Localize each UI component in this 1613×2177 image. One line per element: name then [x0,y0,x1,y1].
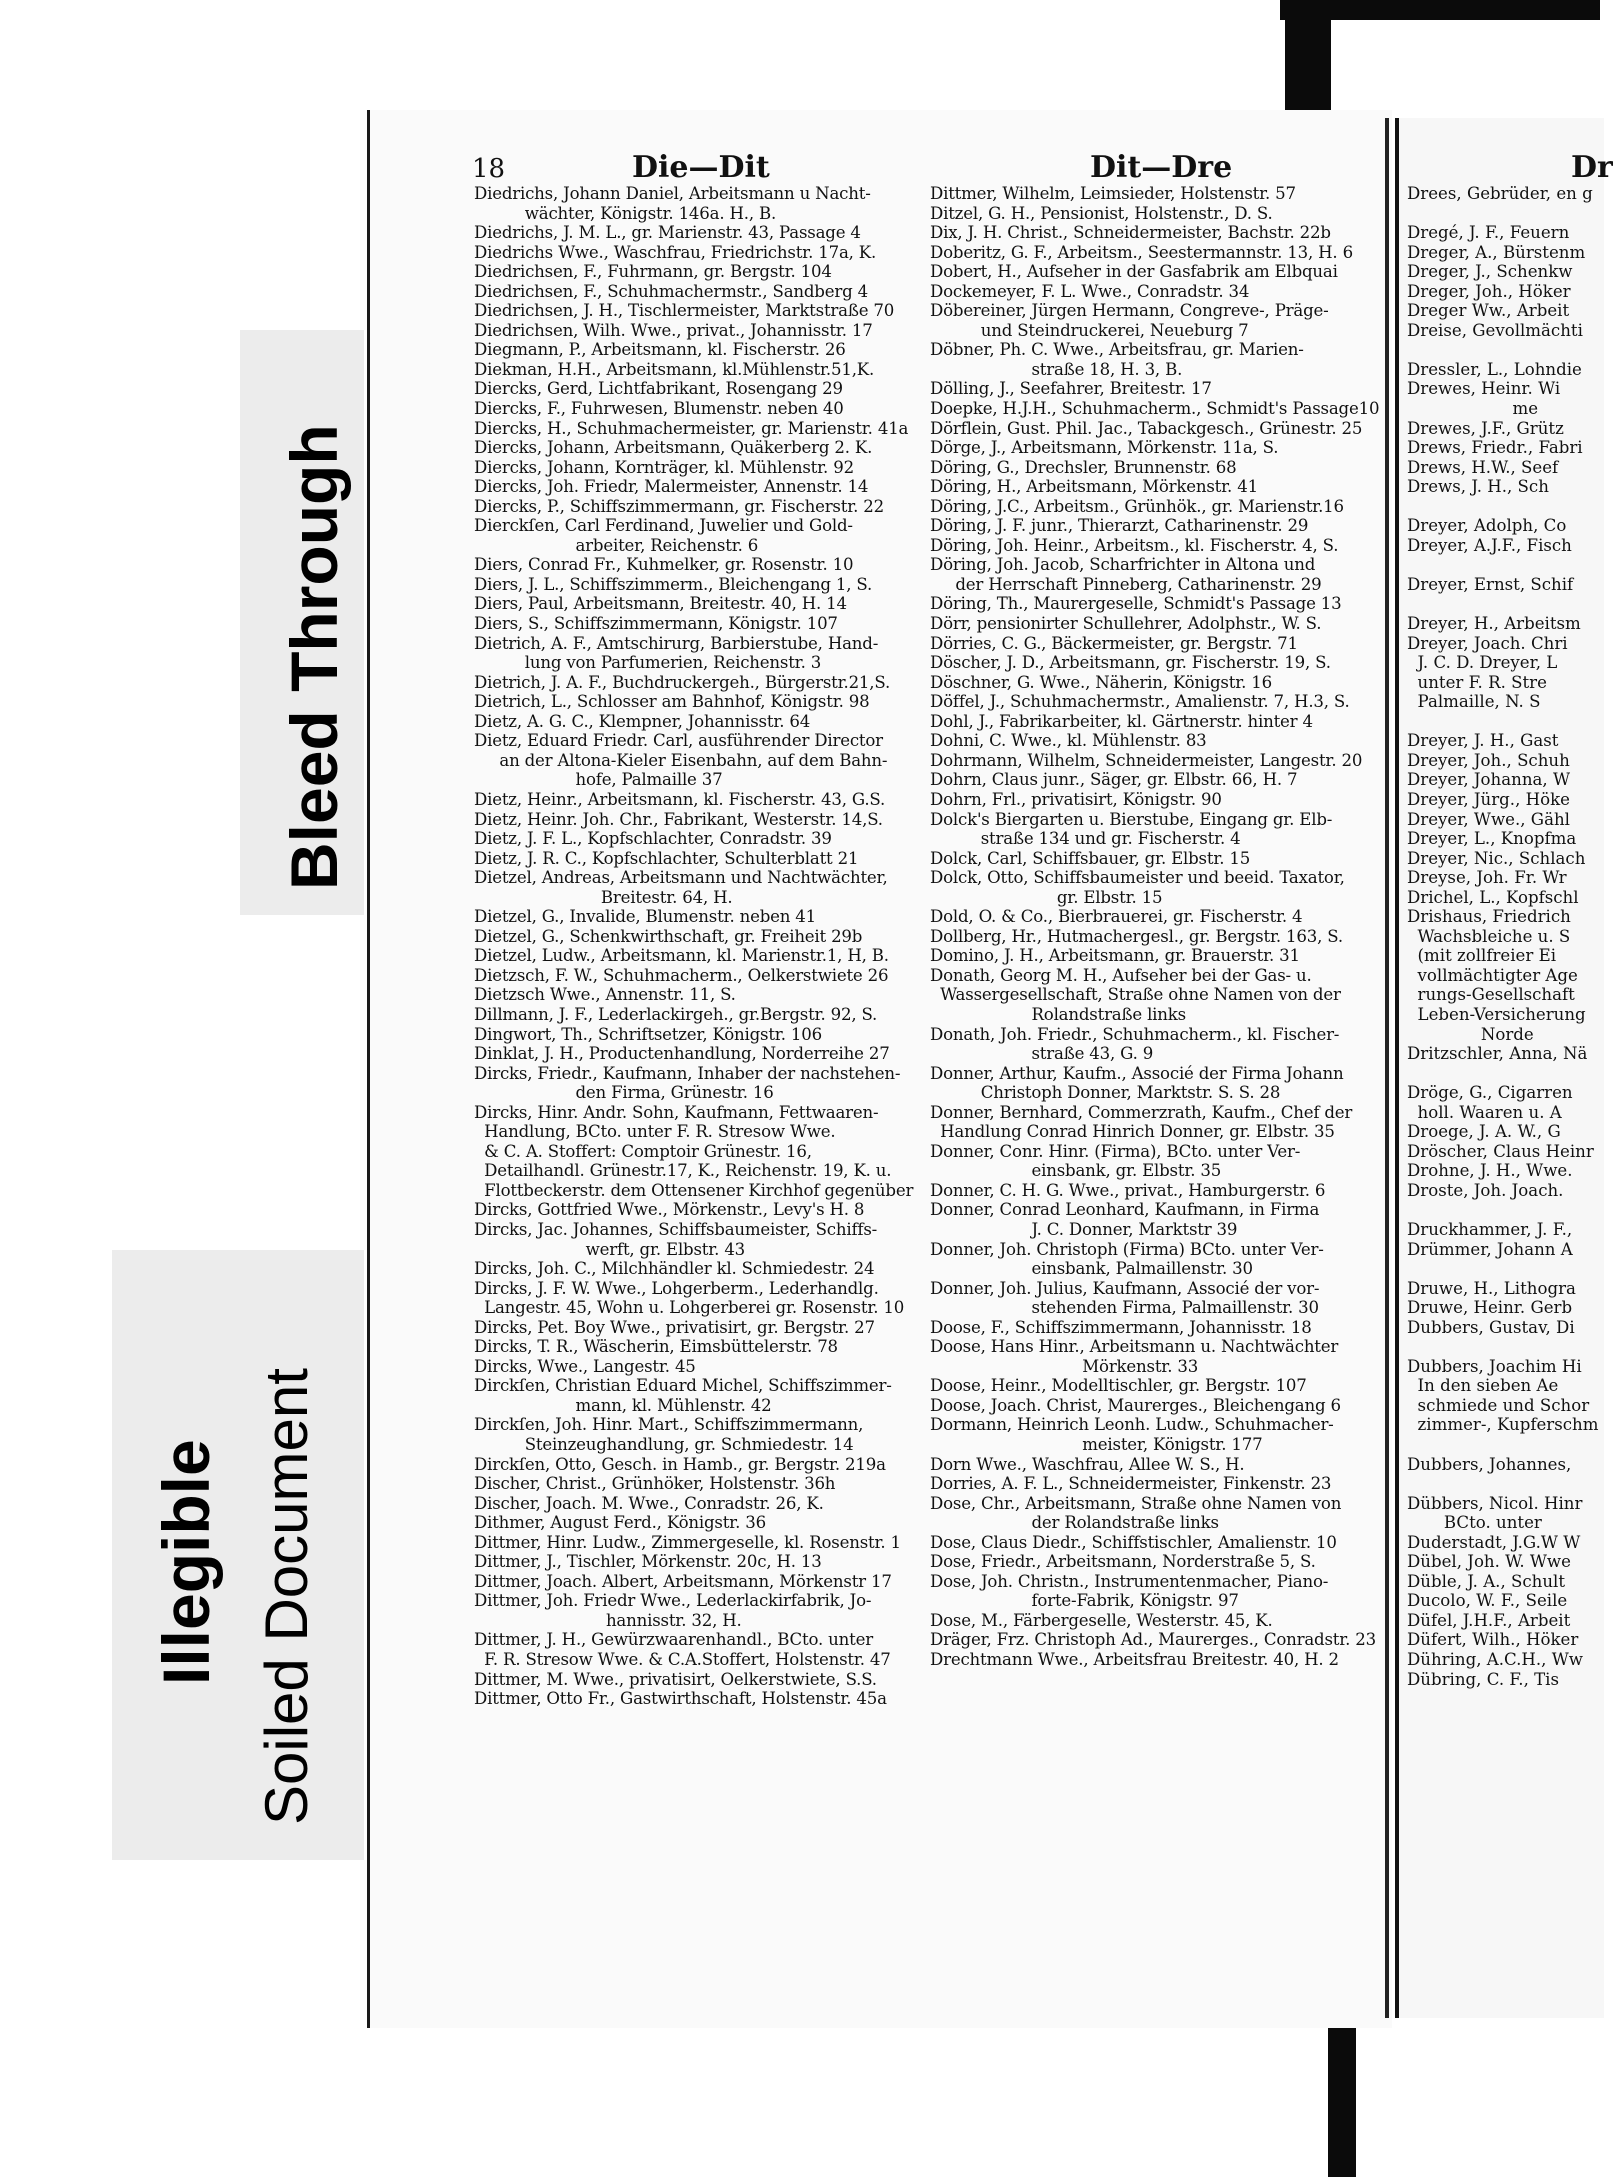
directory-entry-line: arbeiter, Reichenstr. 6 [474,535,759,555]
directory-entry-line: Dirckſen, Otto, Gesch. in Hamb., gr. Bergstr. 219a [474,1454,886,1474]
directory-entry-line: Flottbeckerstr. dem Ottensener Kirchhof gegenüber [474,1180,914,1200]
next-page-entry-line: Droste, Joh. Joach. [1407,1180,1564,1200]
directory-entry-line: Dierckſen, Carl Ferdinand, Juwelier und Gold- [474,516,853,536]
directory-entry-line: Dietzsch, F. W., Schuhmacherm., Oelkerstwiete 26 [474,965,889,985]
directory-entry-line: Dose, Friedr., Arbeitsmann, Norderstraße 5, S. [930,1552,1316,1572]
directory-entry-line: Dietrich, J. A. F., Buchdruckergeh., Bürgerstr.21,S. [474,672,891,692]
next-page-entry-line [1407,555,1598,575]
directory-entry-line: & C. A. Stoffert: Comptoir Grünestr. 16, [474,1141,812,1161]
directory-entry-line: Dobert, H., Aufseher in der Gasfabrik am Elbquai [930,262,1338,282]
right-directory-column [930,184,1380,1670]
next-page-entry-line: Drichel, L., Kopfschl [1407,887,1579,907]
next-page-entry-line: Wachsbleiche u. S [1407,926,1571,946]
directory-entry-line: meister, Königstr. 177 [930,1435,1263,1454]
next-page-entry-line: Dröscher, Claus Heinr [1407,1141,1594,1161]
next-page-entry-line: Drews, H.W., Seef [1407,457,1559,477]
directory-entry-line: Dietzel, Ludw., Arbeitsmann, kl. Marienstr.1, H, B. [474,946,889,966]
next-page-entry-line: Dreger, A., Bürstenm [1407,242,1586,262]
directory-entry-line: Dix, J. H. Christ., Schneidermeister, Bachstr. 22b [930,223,1331,243]
directory-entry-line: hofe, Palmaille 37 [474,770,723,790]
directory-entry-line: Donner, C. H. G. Wwe., privat., Hamburgerstr. 6 [930,1180,1326,1200]
directory-entry-line: J. C. Donner, Marktstr 39 [930,1219,1238,1239]
directory-entry-line: Dietrich, L., Schlosser am Bahnhof, Königstr. 98 [474,692,870,712]
directory-entry-line: Langestr. 45, Wohn u. Lohgerberei gr. Rosenstr. 10 [474,1298,905,1318]
directory-entry-line: Mörkenstr. 33 [930,1356,1199,1376]
next-page-entry-line: Dreger, Joh., Höker [1407,281,1571,301]
directory-entry-line: straße 134 und gr. Fischerstr. 4 [930,829,1241,849]
directory-entry-line: Dittmer, Joach. Albert, Arbeitsmann, Mörkenstr 17 [474,1571,892,1591]
next-page-entry-line: (mit zollfreier Ei [1407,946,1557,966]
directory-entry-line: F. R. Stresow Wwe. & C.A.Stoffert, Holstenstr. 47 [474,1650,891,1670]
next-page-entry-line: Duderstadt, J.G.W W [1407,1532,1581,1552]
next-page-entry-line: Drewes, Heinr. Wi [1407,379,1561,399]
next-page-entry-line: unter F. R. Stre [1407,672,1547,692]
directory-entry-line: Doose, Joach. Christ, Maurerges., Bleichengang 6 [930,1395,1341,1415]
directory-entry-line: Diers, J. L., Schiffszimmerm., Bleichengang 1, S. [474,574,873,594]
directory-entry-line: Donner, Bernhard, Commerzrath, Kaufm., Chef der [930,1102,1353,1122]
directory-entry-line: Dillmann, J. F., Lederlackirgeh., gr.Bergstr. 92, S. [474,1004,878,1024]
next-page-entry-line: Dübring, C. F., Tis [1407,1669,1560,1689]
directory-entry-line: Diercks, Johann, Kornträger, kl. Mühlenstr. 92 [474,457,854,477]
right-black-bar-bottom [1328,2025,1356,2177]
next-page-entry-line: Drewes, J.F., Grütz [1407,418,1564,438]
directory-entry-line: Dockemeyer, F. L. Wwe., Conradstr. 34 [930,281,1250,301]
directory-entry-line: einsbank, gr. Elbstr. 35 [930,1161,1222,1181]
next-page-entry-line: Düble, J. A., Schult [1407,1571,1566,1591]
directory-entry-line: Dolck, Otto, Schiffsbaumeister und beeid. Taxator, [930,868,1345,888]
next-page-entry-line [1407,1337,1598,1357]
directory-entry-line: Drechtmann Wwe., Arbeitsfrau Breitestr. 40, H. 2 [930,1650,1339,1670]
next-page-entry-line: me [1407,399,1539,419]
directory-entry-line: Dold, O. & Co., Bierbrauerei, gr. Fischerstr. 4 [930,907,1303,927]
directory-entry-line: Dircks, Hinr. Andr. Sohn, Kaufmann, Fettwaaren- [474,1102,879,1122]
next-page-entry-line: holl. Waaren u. A [1407,1102,1562,1122]
next-page-entry-line: Dreger Ww., Arbeit [1407,301,1570,321]
directory-entry-line: Dietzel, Andreas, Arbeitsmann und Nachtwächter, [474,868,888,888]
next-page-entry-line: Dritzschler, Anna, Nä [1407,1044,1588,1064]
next-page-entry-line: Dreyer, Ernst, Schif [1407,574,1574,594]
directory-entry-line: der Herrschaft Pinneberg, Catharinenstr. 29 [930,574,1322,594]
directory-entry-line: Döring, G., Drechsler, Brunnenstr. 68 [930,457,1237,477]
directory-entry-line: stehenden Firma, Palmaillenstr. 30 [930,1298,1319,1318]
directory-entry-line: Dose, Chr., Arbeitsmann, Straße ohne Namen von [930,1493,1342,1513]
directory-entry-line: Dittmer, M. Wwe., privatisirt, Oelkerstwiete, S.S. [474,1669,877,1689]
directory-entry-line: Dietz, J. R. C., Kopfschlachter, Schulterblatt 21 [474,848,859,868]
next-page-entry-line: Dübbers, Nicol. Hinr [1407,1493,1583,1513]
directory-entry-line: Diedrichsen, F., Schuhmachermstr., Sandberg 4 [474,281,868,301]
directory-entry-line: Steinzeughandlung, gr. Schmiedestr. 14 [474,1435,854,1454]
directory-entry-line: Dittmer, Joh. Friedr Wwe., Lederlackirfabrik, Jo- [474,1591,872,1611]
directory-entry-line: Dietz, Heinr. Joh. Chr., Fabrikant, Westerstr. 14,S. [474,809,883,829]
directory-entry-line: Dirckſen, Christian Eduard Michel, Schiffszimmer- [474,1376,892,1396]
directory-entry-line: Dohrn, Frl., privatisirt, Königstr. 90 [930,789,1222,809]
directory-entry-line: Dollberg, Hr., Hutmachergesl., gr. Bergstr. 163, S. [930,926,1343,946]
next-page-entry-line: Droege, J. A. W., G [1407,1122,1561,1142]
directory-entry-line: Diercks, H., Schuhmachermeister, gr. Marienstr. 41a [474,418,909,438]
next-page-entry-line: Dubbers, Johannes, [1407,1454,1572,1474]
directory-entry-line: Döschner, G. Wwe., Näherin, Königstr. 16 [930,672,1272,692]
next-page-entry-line: Dreyse, Joh. Fr. Wr [1407,868,1567,888]
next-page-entry-line: Leben-Versicherung [1407,1004,1586,1024]
directory-entry-line: Donner, Arthur, Kaufm., Associé der Firma Johann [930,1063,1344,1083]
directory-entry-line: Diers, S., Schiffszimmermann, Königstr. 107 [474,614,838,634]
directory-entry-line: Rolandstraße links [930,1004,1186,1024]
right-running-head: Dit—Dre [1090,150,1233,185]
directory-entry-line: Dohrmann, Wilhelm, Schneidermeister, Langestr. 20 [930,750,1363,770]
directory-entry-line: Dietz, Heinr., Arbeitsmann, kl. Fischerstr. 43, G.S. [474,789,886,809]
directory-entry-line: einsbank, Palmaillenstr. 30 [930,1259,1253,1279]
directory-entry-line: Ditzel, G. H., Pensionist, Holstenstr., D. S. [930,203,1273,223]
directory-entry-line: an der Altona-Kieler Eisenbahn, auf dem Bahn- [474,750,888,770]
directory-entry-line: Dorries, A. F. L., Schneidermeister, Finkenstr. 23 [930,1474,1332,1494]
directory-entry-line: Dietzsch Wwe., Annenstr. 11, S. [474,985,736,1005]
bleed-through-label: Bleed Through [277,424,351,890]
next-page-entry-line: J. C. D. Dreyer, L [1407,653,1558,673]
next-page-entry-line: Drees, Gebrüder, en g [1407,184,1593,203]
directory-entry-line: Döbereiner, Jürgen Hermann, Congreve-, Präge- [930,301,1329,321]
directory-entry-line: Dohni, C. Wwe., kl. Mühlenstr. 83 [930,731,1207,751]
directory-entry-line: Diercks, P., Schiffszimmermann, gr. Fischerstr. 22 [474,496,884,516]
illegible-label: Illegible [149,1439,223,1685]
directory-entry-line: Diercks, Joh. Friedr, Malermeister, Annenstr. 14 [474,477,869,497]
directory-entry-line: mann, kl. Mühlenstr. 42 [474,1395,772,1415]
next-page-entry-line: Dreyer, Nic., Schlach [1407,848,1586,868]
directory-entry-line: Dörr, pensionirter Schullehrer, Adolphstr., W. S. [930,614,1322,634]
directory-entry-line: Dittmer, Otto Fr., Gastwirthschaft, Holstenstr. 45a [474,1689,887,1709]
directory-entry-line: Diercks, Johann, Arbeitsmann, Quäkerberg 2. K. [474,438,873,458]
directory-entry-line: Dölling, J., Seefahrer, Breitestr. 17 [930,379,1212,399]
directory-entry-line: Döring, H., Arbeitsmann, Mörkenstr. 41 [930,477,1258,497]
directory-entry-line: Donner, Conr. Hinr. (Firma), BCto. unter Ver- [930,1141,1301,1161]
next-page-entry-line [1407,1474,1598,1494]
next-page-entry-line: schmiede und Schor [1407,1395,1590,1415]
next-page-entry-line: Dübel, Joh. W. Wwe [1407,1552,1571,1572]
directory-entry-line: Döring, Th., Maurergeselle, Schmidt's Passage 13 [930,594,1342,614]
directory-entry-line: Dormann, Heinrich Leonh. Ludw., Schuhmacher- [930,1415,1334,1435]
next-page-entry-line [1407,1064,1598,1084]
next-page-entry-line: In den sieben Ae [1407,1376,1559,1396]
directory-entry-line: Dircks, Jac. Johannes, Schiffsbaumeister, Schiffs- [474,1219,878,1239]
directory-entry-line: Diedrichsen, Wilh. Wwe., privat., Johannisstr. 17 [474,320,873,340]
next-page-entry-line: Palmaille, N. S [1407,692,1541,712]
next-page-entry-line: Drümmer, Johann A [1407,1239,1573,1259]
next-page-entry-line: zimmer-, Kupferschm [1407,1415,1599,1435]
directory-entry-line: und Steindruckerei, Neueburg 7 [930,320,1249,340]
directory-entry-line: Donath, Joh. Friedr., Schuhmacherm., kl. Fischer- [930,1024,1340,1044]
directory-entry-line: Doose, Hans Hinr., Arbeitsmann u. Nachtwächter [930,1337,1339,1357]
directory-entry-line: Diedrichs, Johann Daniel, Arbeitsmann u Nacht- [474,184,871,203]
directory-entry-line: Dingwort, Th., Schriftsetzer, Königstr. 106 [474,1024,822,1044]
directory-entry-line: Dircks, T. R., Wäscherin, Eimsbüttelerstr. 78 [474,1337,838,1357]
directory-entry-line: Handlung, BCto. unter F. R. Stresow Wwe. [474,1122,836,1142]
directory-entry-line: Dolck, Carl, Schiffsbauer, gr. Elbstr. 15 [930,848,1251,868]
directory-entry-line: Dietzel, G., Schenkwirthschaft, gr. Freiheit 29b [474,926,863,946]
directory-entry-line: Döring, Joh. Heinr., Arbeitsm., kl. Fischerstr. 4, S. [930,535,1339,555]
next-page-entry-line: Dreyer, Wwe., Gähl [1407,809,1570,829]
directory-entry-line: gr. Elbstr. 15 [930,887,1163,907]
directory-entry-line: Donner, Conrad Leonhard, Kaufmann, in Firma [930,1200,1320,1220]
directory-entry-line: Dittmer, Wilhelm, Leimsieder, Holstenstr. 57 [930,184,1296,203]
directory-entry-line: Diedrichs, J. M. L., gr. Marienstr. 43, Passage 4 [474,223,861,243]
next-page-entry-line [1407,712,1598,732]
directory-entry-line: Dose, Claus Diedr., Schiffstischler, Amalienstr. 10 [930,1532,1337,1552]
directory-entry-line: Dircks, Pet. Boy Wwe., privatisirt, gr. Bergstr. 27 [474,1317,875,1337]
directory-entry-line: Dircks, Gottfried Wwe., Mörkenstr., Levy's H. 8 [474,1200,865,1220]
directory-entry-line: forte-Fabrik, Königstr. 97 [930,1591,1239,1611]
directory-entry-line: Detailhandl. Grünestr.17, K., Reichenstr. 19, K. u. [474,1161,892,1181]
next-page-entry-line [1407,340,1598,360]
directory-entry-line: Dittmer, Hinr. Ludw., Zimmergeselle, kl. Rosenstr. 1 [474,1532,901,1552]
directory-entry-line: Döring, J. F. junr., Thierarzt, Catharinenstr. 29 [930,516,1309,536]
directory-entry-line: Doose, F., Schiffszimmermann, Johannisstr. 18 [930,1317,1312,1337]
directory-entry-line: Dohrn, Claus junr., Säger, gr. Elbstr. 66, H. 7 [930,770,1298,790]
next-page-entry-line: Dreyer, J. H., Gast [1407,731,1559,751]
next-page-entry-line: Dubbers, Gustav, Di [1407,1317,1575,1337]
directory-entry-line: Dircks, Wwe., Langestr. 45 [474,1356,696,1376]
directory-entry-line: Dörries, C. G., Bäckermeister, gr. Bergstr. 71 [930,633,1298,653]
directory-entry-line: Wassergesellschaft, Straße ohne Namen von der [930,985,1341,1005]
directory-entry-line: lung von Parfumerien, Reichenstr. 3 [474,653,822,673]
next-page-entry-line: Dressler, L., Lohndie [1407,359,1582,379]
next-page-entry-line: Druckhammer, J. F., [1407,1219,1573,1239]
directory-entry-line: Diers, Paul, Arbeitsmann, Breitestr. 40, H. 14 [474,594,847,614]
directory-entry-line: Dircks, Friedr., Kaufmann, Inhaber der nachstehen- [474,1063,901,1083]
next-page-entry-line: Druwe, H., Lithogra [1407,1278,1576,1298]
soiled-document-label: Soiled Document [253,1368,320,1825]
directory-entry-line: Diercks, F., Fuhrwesen, Blumenstr. neben 40 [474,399,844,419]
page-number: 18 [472,154,506,184]
directory-entry-line: Dirckſen, Joh. Hinr. Mart., Schiffszimmermann, [474,1415,864,1435]
directory-entry-line: Döscher, J. D., Arbeitsmann, gr. Fischerstr. 19, S. [930,653,1331,673]
directory-entry-line: Diedrichsen, F., Fuhrmann, gr. Bergstr. 104 [474,262,832,282]
directory-entry-line: Dietzel, G., Invalide, Blumenstr. neben 41 [474,907,817,927]
directory-entry-line: Dose, Joh. Christn., Instrumentenmacher, Piano- [930,1571,1329,1591]
directory-entry-line: Diekman, H.H., Arbeitsmann, kl.Mühlenstr.51,K. [474,359,875,379]
directory-entry-line: Doberitz, G. F., Arbeitsm., Seestermannstr. 13, H. 6 [930,242,1353,262]
next-page-entry-line: Drishaus, Friedrich [1407,907,1571,927]
directory-entry-line: Christoph Donner, Marktstr. S. S. 28 [930,1083,1281,1103]
directory-entry-line: Dittmer, J. H., Gewürzwaarenhandl., BCto. unter [474,1630,873,1650]
directory-entry-line: Donner, Joh. Julius, Kaufmann, Associé der vor- [930,1278,1320,1298]
next-page-entry-line: Ducolo, W. F., Seile [1407,1591,1568,1611]
next-page-entry-line: Düfert, Wilh., Höker [1407,1630,1579,1650]
directory-entry-line: Dietz, A. G. C., Klempner, Johannisstr. 64 [474,711,811,731]
directory-entry-line: Diedrichsen, J. H., Tischlermeister, Marktstraße 70 [474,301,895,321]
next-page-entry-line: Drews, Friedr., Fabri [1407,438,1583,458]
directory-entry-line: Dietz, Eduard Friedr. Carl, ausführender Director [474,731,883,751]
directory-entry-line: Dohl, J., Fabrikarbeiter, kl. Gärtnerstr. hinter 4 [930,711,1313,731]
directory-entry-line: Döffel, J., Schuhmachermstr., Amalienstr. 7, H.3, S. [930,692,1350,712]
directory-entry-line: Breitestr. 64, H. [474,887,733,907]
next-page-entry-line: Dreyer, Johanna, W [1407,770,1571,790]
next-page-entry-line: Dreyer, L., Knopfma [1407,829,1577,849]
next-page-entry-line: Drohne, J. H., Wwe. [1407,1161,1573,1181]
left-directory-column [474,184,916,1709]
directory-entry-line: hannisstr. 32, H. [474,1610,742,1630]
next-page-entry-line: BCto. unter [1407,1513,1542,1533]
directory-entry-line: Doose, Heinr., Modelltischler, gr. Bergstr. 107 [930,1376,1307,1396]
directory-entry-line: Donner, Joh. Christoph (Firma) BCto. unter Ver- [930,1239,1324,1259]
directory-entry-line: Dose, M., Färbergeselle, Westerstr. 45, K. [930,1610,1273,1630]
next-page-entry-line: vollmächtigter Age [1407,965,1578,985]
next-page-entry-line: Dregé, J. F., Feuern [1407,223,1570,243]
next-page-entry-line: Dröge, G., Cigarren [1407,1083,1573,1103]
directory-entry-line: Dolck's Biergarten u. Bierstube, Eingang gr. Elb- [930,809,1333,829]
directory-entry-line: Dircks, Joh. C., Milchhändler kl. Schmiedestr. 24 [474,1259,875,1279]
next-page-entry-line [1407,204,1598,224]
left-running-head: Die—Dit [632,150,770,185]
next-page-entry-line: Dreise, Gevollmächti [1407,320,1583,340]
next-page-entry-line: Dreyer, A.J.F., Fisch [1407,535,1572,555]
directory-entry-line: Dittmer, J., Tischler, Mörkenstr. 20c, H. 13 [474,1552,822,1572]
directory-entry-line: Donath, Georg M. H., Aufseher bei der Gas- u. [930,965,1312,985]
next-page-running-head: Dr [1571,150,1613,185]
directory-entry-line: Dietrich, A. F., Amtschirurg, Barbierstube, Hand- [474,633,879,653]
next-page-entry-line: Dreger, J., Schenkw [1407,262,1573,282]
directory-entry-line: Dircks, J. F. W. Wwe., Lohgerberm., Lederhandlg. [474,1278,879,1298]
directory-entry-line: Discher, Joach. M. Wwe., Conradstr. 26, K. [474,1493,824,1513]
next-page-entry-line [1407,594,1598,614]
next-page-entry-line: Dreyer, Joh., Schuh [1407,750,1570,770]
directory-entry-line: Döring, J.C., Arbeitsm., Grünhök., gr. Marienstr.16 [930,496,1344,516]
directory-entry-line: Dinklat, J. H., Productenhandlung, Norderreihe 27 [474,1044,890,1064]
directory-entry-line: den Firma, Grünestr. 16 [474,1083,774,1103]
next-page-entry-line [1407,1200,1598,1220]
next-page-strip [1395,118,1613,2018]
directory-entry-line: Diercks, Gerd, Lichtfabrikant, Rosengang 29 [474,379,843,399]
next-page-entry-line: Dühring, A.C.H., Ww [1407,1650,1583,1670]
directory-entry-line: Doepke, H.J.H., Schuhmacherm., Schmidt's Passage10 [930,399,1380,419]
directory-entry-line: Dietz, J. F. L., Kopfschlachter, Conradstr. 39 [474,829,832,849]
next-page-entry-line [1407,497,1598,517]
next-page-entry-line: Dreyer, H., Arbeitsm [1407,614,1581,634]
directory-entry-line: Dräger, Frz. Christoph Ad., Maurerges., Conradstr. 23 [930,1630,1376,1650]
next-page-entry-line [1407,1435,1598,1455]
directory-entry-line: straße 43, G. 9 [930,1044,1154,1064]
next-page-entry-line: Dreyer, Jürg., Höke [1407,789,1570,809]
next-page-column [1407,184,1598,1689]
directory-entry-line: Döbner, Ph. C. Wwe., Arbeitsfrau, gr. Marien- [930,340,1304,360]
directory-entry-line: straße 18, H. 3, B. [930,359,1183,379]
page-gutter-edge [1385,118,1389,2018]
next-page-entry-line: Dubbers, Joachim Hi [1407,1356,1582,1376]
directory-entry-line: werft, gr. Elbstr. 43 [474,1239,746,1259]
directory-entry-line: Handlung Conrad Hinrich Donner, gr. Elbstr. 35 [930,1122,1335,1142]
next-page-entry-line: rungs-Gesellschaft [1407,985,1575,1005]
directory-entry-line: Dörge, J., Arbeitsmann, Mörkenstr. 11a, S. [930,438,1279,458]
directory-entry-line: Döring, Joh. Jacob, Scharfrichter in Altona und [930,555,1316,575]
next-page-entry-line: Druwe, Heinr. Gerb [1407,1298,1573,1318]
next-page-entry-line: Dreyer, Adolph, Co [1407,516,1567,536]
directory-entry-line: Dithmer, August Ferd., Königstr. 36 [474,1513,766,1533]
right-black-bar-top [1285,0,1331,115]
next-page-entry-line [1407,1259,1598,1279]
directory-entry-line: Dörflein, Gust. Phil. Jac., Tabackgesch., Grünestr. 25 [930,418,1363,438]
next-page-entry-line: Düfel, J.H.F., Arbeit [1407,1610,1571,1630]
directory-entry-line: Domino, J. H., Arbeitsmann, gr. Brauerstr. 31 [930,946,1300,966]
directory-entry-line: der Rolandstraße links [930,1513,1219,1533]
directory-entry-line: wächter, Königstr. 146a. H., B. [474,203,777,223]
next-page-entry-line: Norde [1407,1024,1534,1044]
next-page-entry-line: Dreyer, Joach. Chri [1407,633,1568,653]
directory-entry-line: Diers, Conrad Fr., Kuhmelker, gr. Rosenstr. 10 [474,555,854,575]
directory-entry-line: Dorn Wwe., Waschfrau, Allee W. S., H. [930,1454,1245,1474]
directory-entry-line: Diegmann, P., Arbeitsmann, kl. Fischerstr. 26 [474,340,846,360]
directory-entry-line: Diedrichs Wwe., Waschfrau, Friedrichstr. 17a, K. [474,242,877,262]
directory-entry-line: Discher, Christ., Grünhöker, Holstenstr. 36h [474,1474,836,1494]
next-page-entry-line: Drews, J. H., Sch [1407,477,1549,497]
